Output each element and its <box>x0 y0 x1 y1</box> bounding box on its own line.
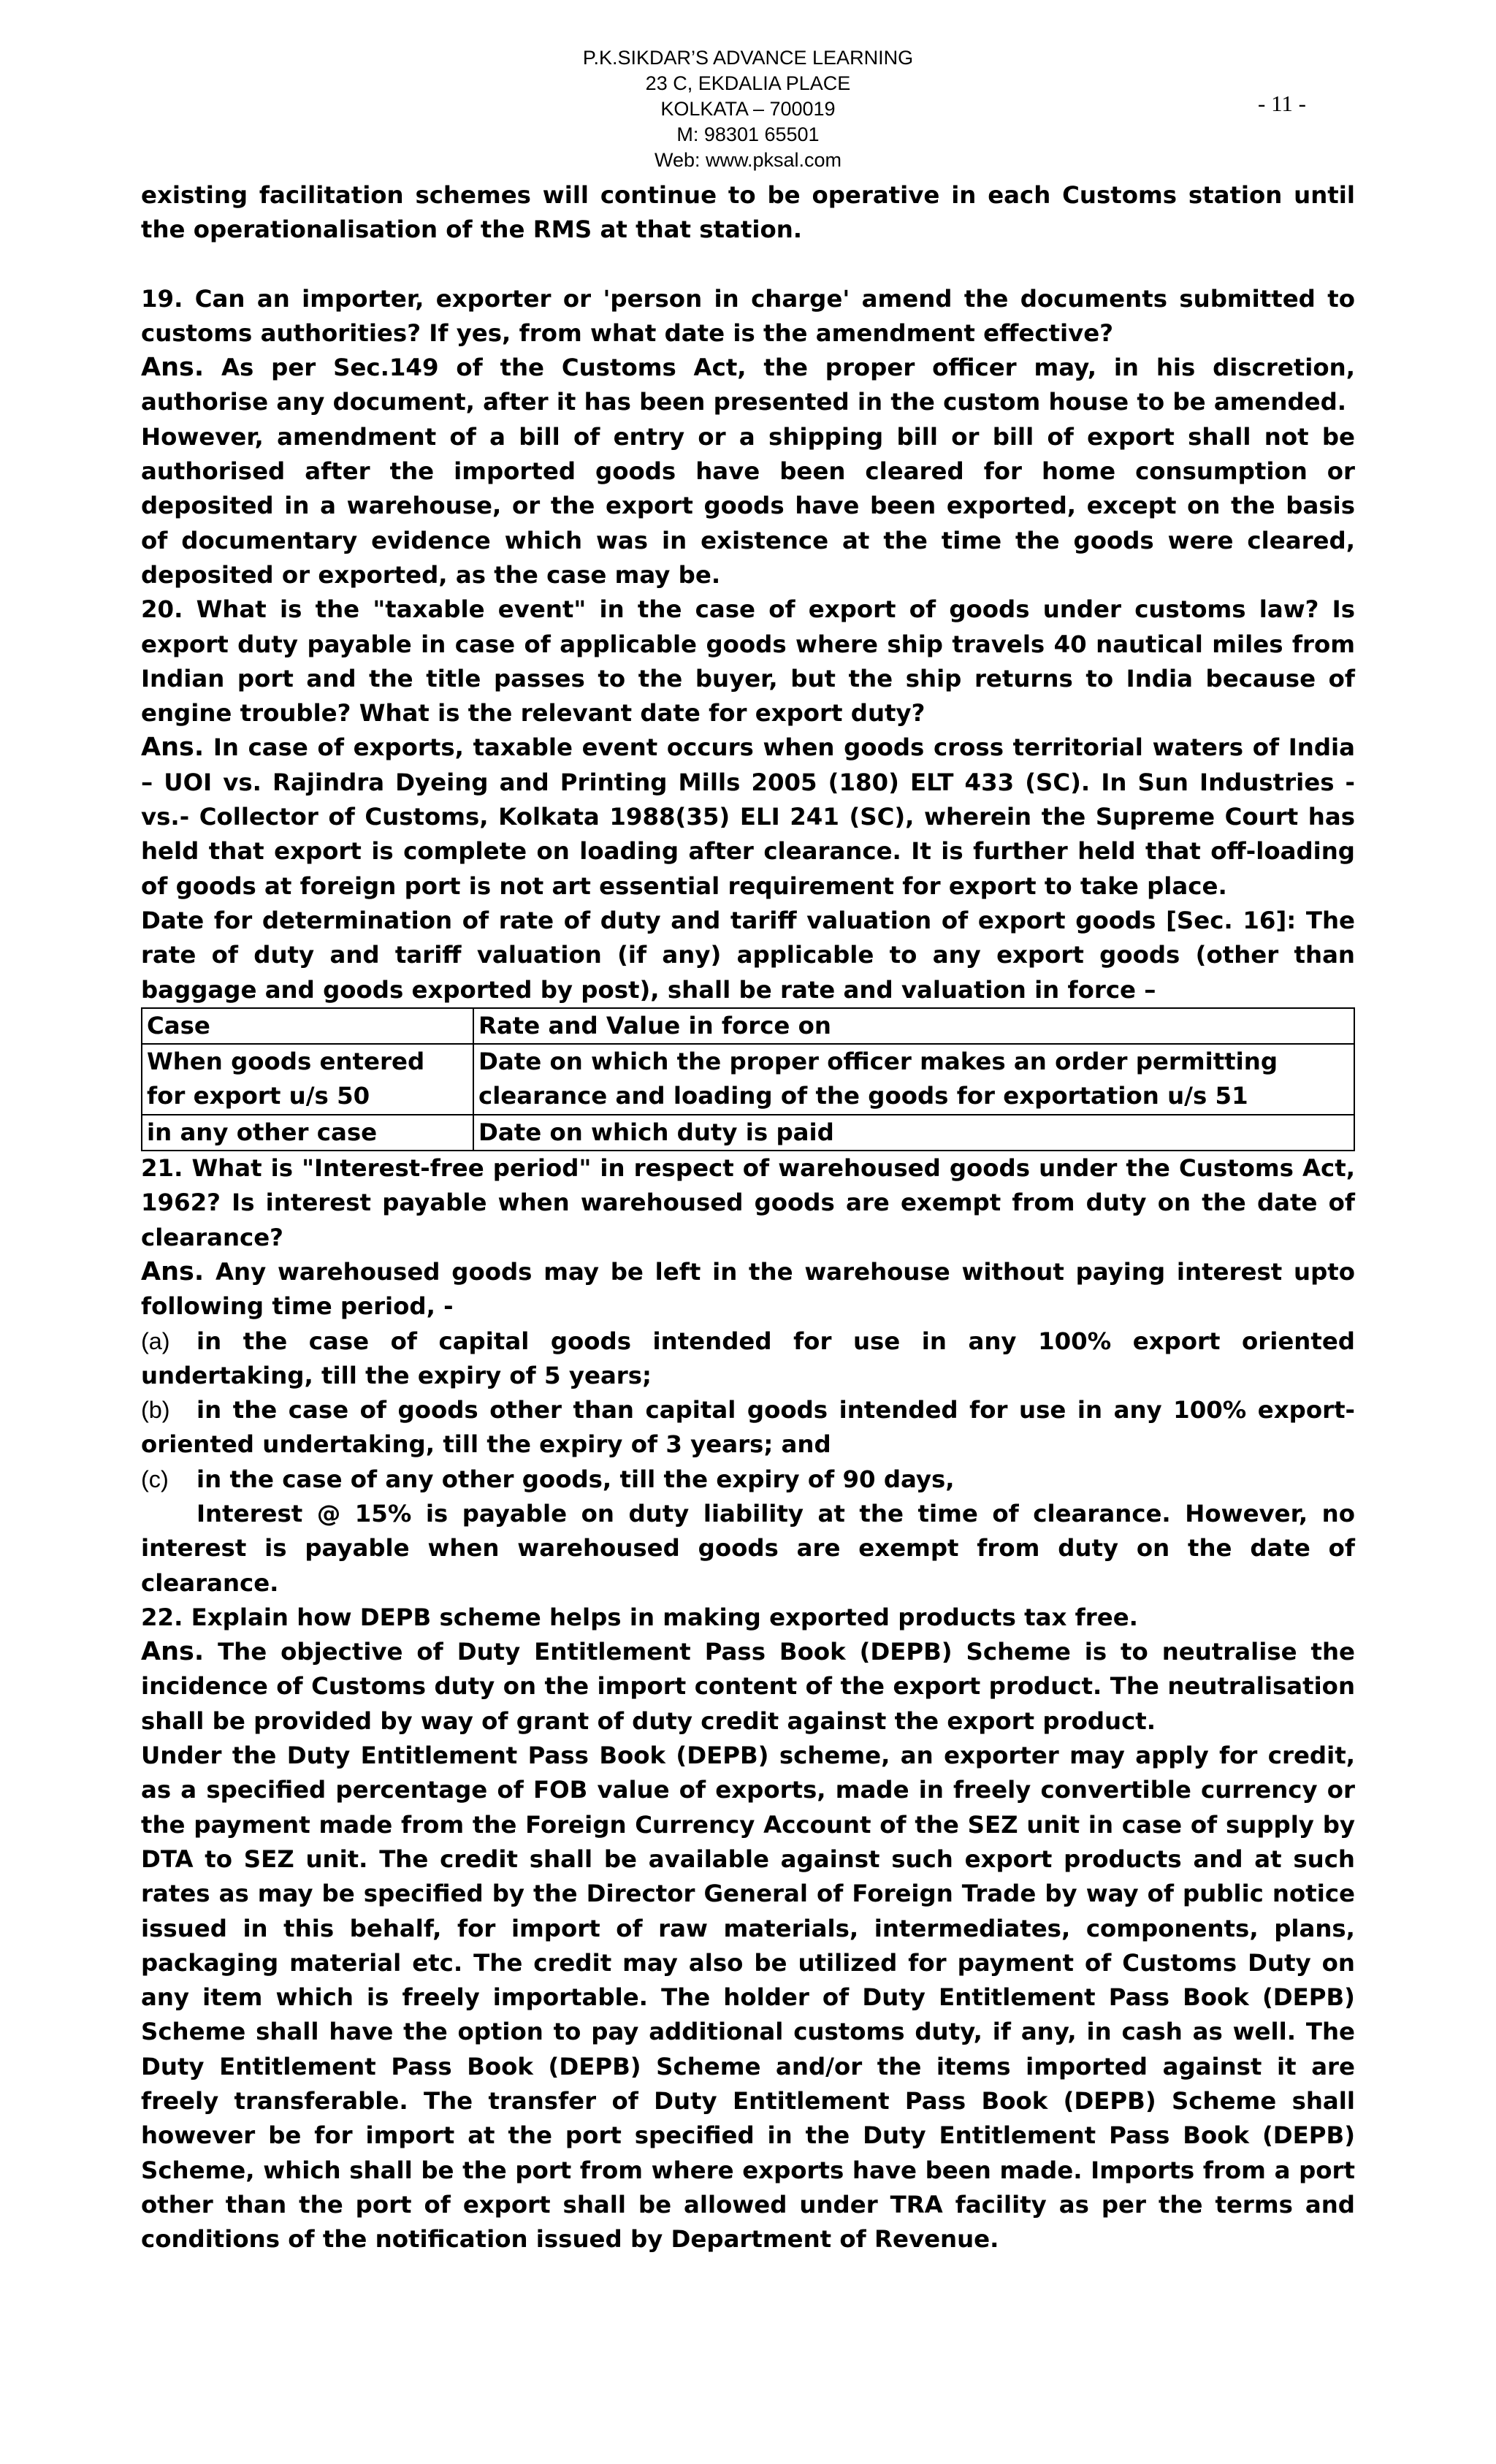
list-item <box>141 1324 1355 1394</box>
table-row <box>142 1115 1354 1151</box>
letterhead-web: Web: www.pksal.com <box>654 149 842 171</box>
answer-21-para-1 <box>141 1255 1355 1324</box>
answer-label: Ans. <box>141 1256 205 1286</box>
table-header-cell: Rate and Value in force on <box>473 1008 1354 1044</box>
letterhead-address: 23 C, EKDALIA PLACE <box>645 72 851 94</box>
list-item-label: (c) <box>141 1465 169 1492</box>
table-cell: Date on which duty is paid <box>473 1115 1354 1151</box>
letterhead-name: P.K.SIKDAR’S ADVANCE LEARNING <box>582 47 914 69</box>
answer-label: Ans. <box>141 1637 205 1667</box>
answer-22-para-2: Under the Duty Entitlement Pass Book (DEPB) scheme, an exporter may apply for credit, as a specified percentage of FOB value of exports, made in freely convertible currency or the payment made from the Foreign Currency Account of the SEZ unit in case of supply by DTA to SEZ unit. The credit shall be available against such export products and at such rates as may be specified by the Director General of Foreign Trade by way of public notice issued in this behalf, for import of raw materials, intermediates, components, plans, packaging material etc. The credit may also be utilized for payment of Customs Duty on any item which is freely importable. The holder of Duty Entitlement Pass Book (DEPB) Scheme shall have the option to pay additional customs duty, if any, in cash as well. The Duty Entitlement Pass Book (DEPB) Scheme and/or the items imported against it are freely transferable. The transfer of Duty Entitlement Pass Book (DEPB) Scheme shall however be for import at the port specified in the Duty Entitlement Pass Book (DEPB) Scheme, which shall be the port from where exports have been made. Imports from a port other than the port of export shall be allowed under TRA facility as per the terms and conditions of the notification issued by Department of Revenue. <box>141 1742 1355 2254</box>
answer-21-text: Any warehoused goods may be left in the warehouse without paying interest upto following time period, - <box>141 1257 1355 1321</box>
table-cell: in any other case <box>142 1115 473 1151</box>
question-20: 20. What is the "taxable event" in the case of export of goods under customs law? Is export duty payable in case of applicable goods where ship travels 40 nautical miles from Indian port and the title passes to the buyer, but the ship returns to India because of engine trouble? What is the relevant date for export duty? <box>141 595 1355 728</box>
list-item-label: (b) <box>141 1397 170 1424</box>
answer-20-para-2: Date for determination of rate of duty and tariff valuation of export goods [Sec. 16]: The rate of duty and tariff valuation (if any) applicable to any export goods (other than baggage and goods exported by post), shall be rate and valuation in force – <box>141 906 1355 1004</box>
answer-label: Ans. <box>141 733 205 763</box>
list-item-text: in the case of capital goods intended for use in any 100% export oriented undertaking, till the expiry of 5 years; <box>141 1327 1355 1389</box>
list-item-text: in the case of any other goods, till the expiry of 90 days, <box>196 1465 955 1493</box>
answer-22-para-1 <box>141 1635 1355 1739</box>
question-22: 22. Explain how DEPB scheme helps in making exported products tax free. <box>141 1603 1138 1631</box>
letterhead-city: KOLKATA – 700019 <box>660 98 836 120</box>
list-item-label: (a) <box>141 1327 170 1354</box>
answer-19-para-2: However, amendment of a bill of entry or a shipping bill or bill of export shall not be authorised after the imported goods have been cleared for home consumption or deposited in a warehouse, or the export goods have been exported, except on the basis of documentary evidence which was in existence at the time the goods were cleared, deposited or exported, as the case may be. <box>141 422 1355 589</box>
answer-22-text: The objective of Duty Entitlement Pass Book (DEPB) Scheme is to neutralise the incidence of Customs duty on the import content of the export product. The neutralisation shall be provided by way of grant of duty credit against the export product. <box>141 1638 1356 1735</box>
answer-21-interest: Interest @ 15% is payable on duty liability at the time of clearance. However, no interest is payable when warehoused goods are exempt from duty on the date of clearance. <box>141 1499 1355 1597</box>
spacer <box>141 248 1355 282</box>
rate-table <box>141 1007 1355 1151</box>
answer-20-text: In case of exports, taxable event occurs when goods cross territorial waters of India – UOI vs. Rajindra Dyeing and Printing Mills 2005 (180) ELT 433 (SC). In Sun Industries -vs.- Collector of Customs, Kolkata 1988(35) ELI 241 (SC), wherein the Supreme Court has held that export is complete on loading after clearance. It is further held that off-loading of goods at foreign port is not art essential requirement for export to take place. <box>141 733 1355 900</box>
question-21: 21. What is "Interest-free period" in respect of warehoused goods under the Customs Act, 1962? Is interest payable when warehoused goods are exempt from duty on the date of clearance? <box>141 1154 1355 1251</box>
list-item <box>141 1393 1355 1462</box>
table-cell: Date on which the proper officer makes an order permitting clearance and loading of the goods for exportation u/s 51 <box>473 1044 1354 1115</box>
page-body <box>141 178 1355 2257</box>
table-header-row <box>142 1008 1354 1044</box>
letterhead-mobile: M: 98301 65501 <box>676 123 820 145</box>
list-item <box>141 1462 1355 1497</box>
intro-paragraph: existing facilitation schemes will continue to be operative in each Customs station until the operationalisation of the RMS at that station. <box>141 181 1355 244</box>
list-item-text: in the case of goods other than capital goods intended for use in any 100% export-oriented undertaking, till the expiry of 3 years; and <box>141 1396 1355 1459</box>
page-number: - 11 - <box>1258 91 1306 116</box>
question-19: 19. Can an importer, exporter or 'person in charge' amend the documents submitted to customs authorities? If yes, from what date is the amendment effective? <box>141 284 1355 347</box>
table-cell: When goods entered for export u/s 50 <box>142 1044 473 1115</box>
answer-label: Ans. <box>141 353 205 383</box>
answer-19-text: As per Sec.149 of the Customs Act, the proper officer may, in his discretion, authorise any document, after it has been presented in the custom house to be amended. <box>141 354 1355 416</box>
answer-19-para-1 <box>141 351 1355 420</box>
answer-20-para-1 <box>141 731 1355 903</box>
table-header-cell: Case <box>142 1008 473 1044</box>
table-row <box>142 1044 1354 1115</box>
